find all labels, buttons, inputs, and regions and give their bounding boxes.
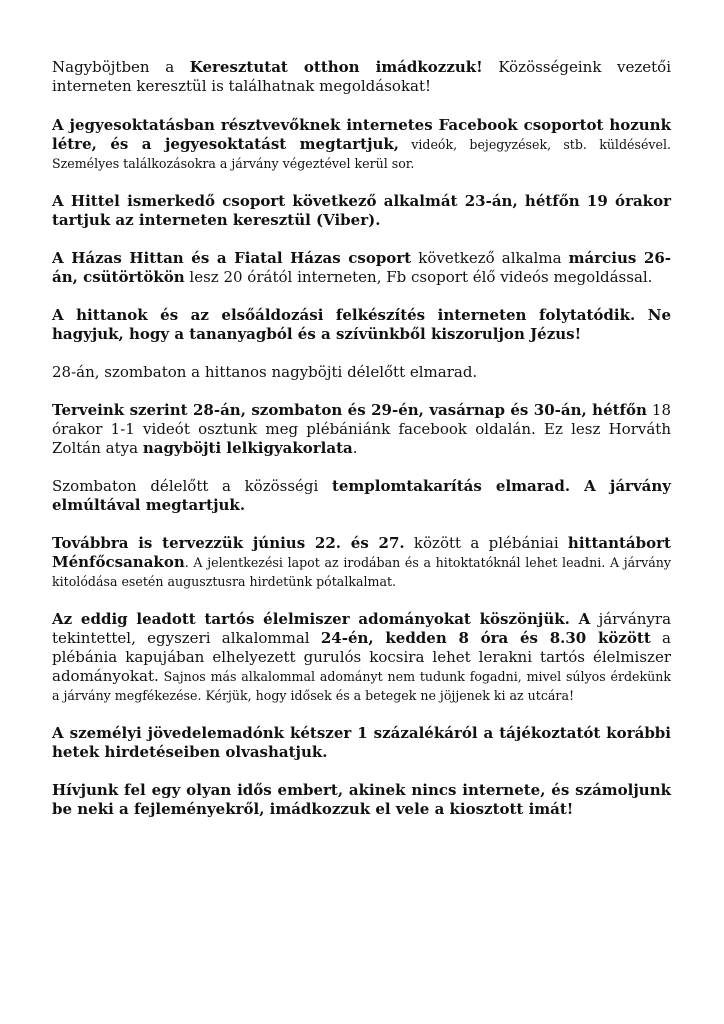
text-run: 28-án, szombaton a hittanos nagyböjti délelőtt elmarad. (52, 363, 478, 381)
text-run: . A jelentkezési lapot az irodában és a hitoktatóknál lehet leadni. A járvány kitolódása esetén augusztusra hirdetünk pótalkalmat. (52, 555, 671, 589)
text-run: A jegyesoktatásban résztvevőknek internetes Facebook csoportot hozunk létre, és a jegyesoktatást megtartjuk, (52, 116, 671, 153)
text-run: március 26-án, csütörtökön (52, 249, 671, 286)
text-run: A Hittel ismerkedő csoport következő alkalmát 23-án, hétfőn 19 órakor tartjuk az interneten keresztül (Viber). (52, 192, 671, 229)
text-run: A személyi jövedelemadónk kétszer 1 százalékáról a tájékoztatót korábbi hetek hirdetéseiben olvashatjuk. (52, 724, 671, 761)
paragraph-nagyboji-delelott (52, 363, 671, 382)
paragraph-jegyesoktatas (52, 116, 671, 173)
text-run: a plébánia kapujában elhelyezett gurulós kocsira lehet lerakni tartós élelmiszer adományokat. (52, 629, 671, 685)
paragraph-hazas-hittan (52, 249, 671, 287)
text-run: A Házas Hittan és a Fiatal Házas csoport (52, 249, 412, 267)
text-run: Az eddig leadott tartós élelmiszer adományokat köszönjük. A (52, 610, 591, 628)
text-run: 24-én, kedden 8 óra és 8.30 között (320, 629, 651, 647)
text-run: . (352, 439, 358, 457)
text-run: templomtakarítás elmarad. A járvány elmúltával megtartjuk. (52, 477, 671, 514)
paragraph-hittanok (52, 306, 671, 344)
paragraph-keresztut (52, 58, 671, 96)
text-run: Továbbra is tervezzük június 22. és 27. (52, 534, 405, 552)
text-run: között a plébániai (404, 534, 568, 552)
text-run: Nagyböjtben a (52, 58, 190, 76)
text-run: 18 órakor 1-1 videót osztunk meg plébániánk facebook oldalán. Ez lesz Horváth Zoltán atya (52, 401, 672, 457)
text-run: hittantábort Ménfőcsanakon (52, 534, 671, 571)
paragraph-hivjunk-fel (52, 781, 671, 819)
paragraph-hittantabor (52, 534, 671, 591)
text-run: Hívjunk fel egy olyan idős embert, akinek nincs internete, és számoljunk be neki a fejleményekről, imádkozzuk el vele a kiosztott imát! (52, 781, 671, 818)
paragraph-szja (52, 724, 671, 762)
text-run: A hittanok és az elsőáldozási felkészítés interneten folytatódik. Ne hagyjuk, hogy a tananyagból és a szívünkből kiszoruljon Jézus! (52, 306, 671, 343)
paragraph-hittel-ismerkedo (52, 192, 671, 230)
text-run: járványra tekintettel, egyszeri alkalommal (52, 610, 672, 647)
text-run: Sajnos más alkalommal adományt nem tudunk fogadni, mivel súlyos érdekünk a járvány megfékezése. Kérjük, hogy idősek és a betegek ne jöjjenek ki az utcára! (52, 669, 671, 703)
announcement-page (52, 58, 671, 838)
text-run: Szombaton délelőtt a közösségi (52, 477, 332, 495)
text-run: Keresztutat otthon imádkozzuk! (189, 58, 483, 76)
paragraph-adomanyok (52, 610, 671, 705)
text-run: Terveink szerint 28-án, szombaton és 29-én, vasárnap és 30-án, hétfőn (52, 401, 647, 419)
text-run: lesz 20 órától interneten, Fb csoport élő videós megoldással. (184, 268, 653, 286)
paragraph-templomtakaritas (52, 477, 671, 515)
text-run: videók, bejegyzések, stb. küldésével. Személyes találkozásokra a járvány végeztével kerül sor. (52, 137, 671, 171)
text-run: Közösségeink vezetői interneten keresztül is találhatnak megoldásokat! (52, 58, 672, 95)
text-run: következő alkalma (411, 249, 569, 267)
text-run: nagyböjti lelkigyakorlata (142, 439, 353, 457)
paragraph-lelkigyakorlat (52, 401, 671, 458)
